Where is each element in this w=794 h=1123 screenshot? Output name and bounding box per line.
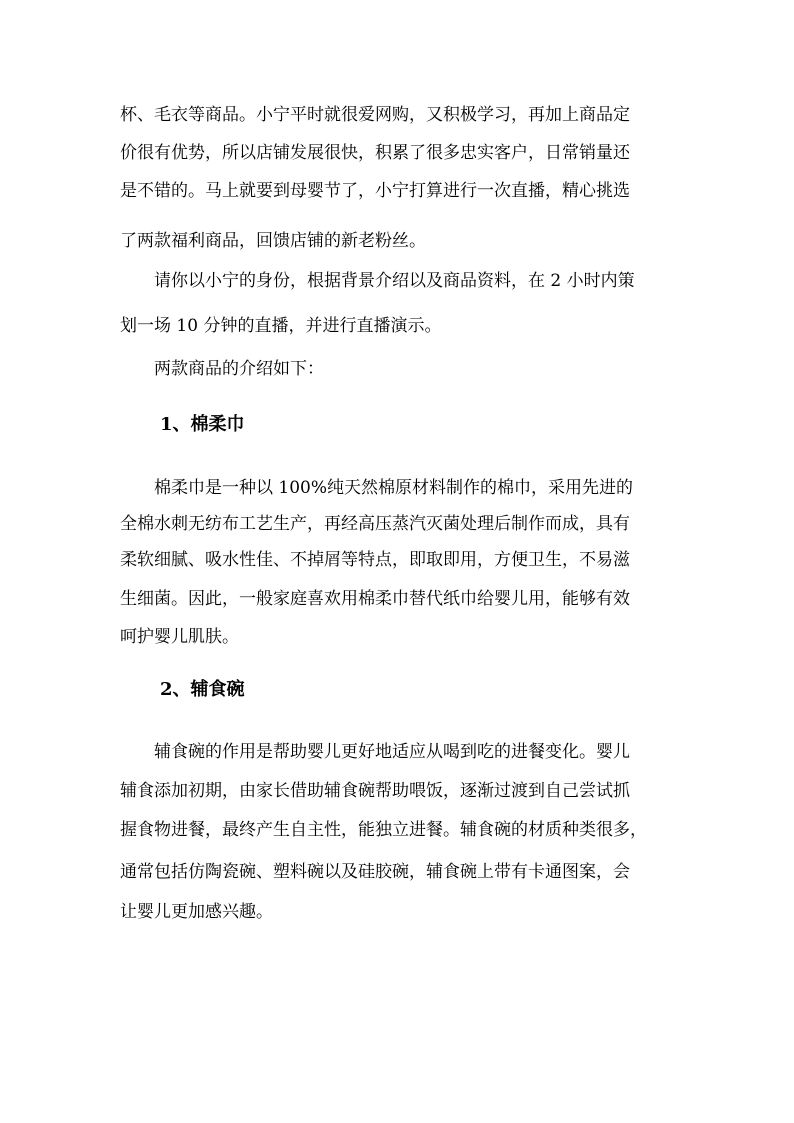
product2-line-2: 辅食添加初期，由家长借助辅食碗帮助喂饭，逐渐过渡到自己尝试抓 <box>120 781 630 801</box>
product1-line-2: 全棉水刺无纺布工艺生产，再经高压蒸汽灭菌处理后制作而成，具有 <box>120 514 630 534</box>
product2-line-5: 让婴儿更加感兴趣。 <box>120 902 273 922</box>
product1-heading: 1、棉柔巾 <box>160 414 245 435</box>
product1-line-4: 生细菌。因此，一般家庭喜欢用棉柔巾替代纸巾给婴儿用，能够有效 <box>120 589 630 609</box>
products-intro: 两款商品的介绍如下： <box>154 359 324 379</box>
task-line-2: 划一场 10 分钟的直播，并进行直播演示。 <box>120 316 442 336</box>
intro-line-1: 杯、毛衣等商品。小宁平时就很爱网购，又积极学习，再加上商品定 <box>120 105 630 125</box>
product1-line-5: 呵护婴儿肌肤。 <box>120 627 239 647</box>
product2-line-4: 通常包括仿陶瓷碗、塑料碗以及硅胶碗，辅食碗上带有卡通图案，会 <box>120 862 630 882</box>
product1-line-1: 棉柔巾是一种以 100%纯天然棉原材料制作的棉巾，采用先进的 <box>154 478 634 498</box>
product2-line-1: 辅食碗的作用是帮助婴儿更好地适应从喝到吃的进餐变化。婴儿 <box>154 742 630 762</box>
intro-line-3: 是不错的。马上就要到母婴节了，小宁打算进行一次直播，精心挑选 <box>120 181 630 201</box>
intro-line-4: 了两款福利商品，回馈店铺的新老粉丝。 <box>120 231 426 251</box>
product2-line-3: 握食物进餐，最终产生自主性，能独立进餐。辅食碗的材质种类很多， <box>120 820 647 840</box>
task-line-1: 请你以小宁的身份，根据背景介绍以及商品资料，在 2 小时内策 <box>154 271 635 291</box>
intro-line-2: 价很有优势，所以店铺发展很快，积累了很多忠实客户，日常销量还 <box>120 143 630 163</box>
product2-heading: 2、辅食碗 <box>160 679 245 700</box>
product1-line-3: 柔软细腻、吸水性佳、不掉屑等特点，即取即用，方便卫生，不易滋 <box>120 550 630 570</box>
